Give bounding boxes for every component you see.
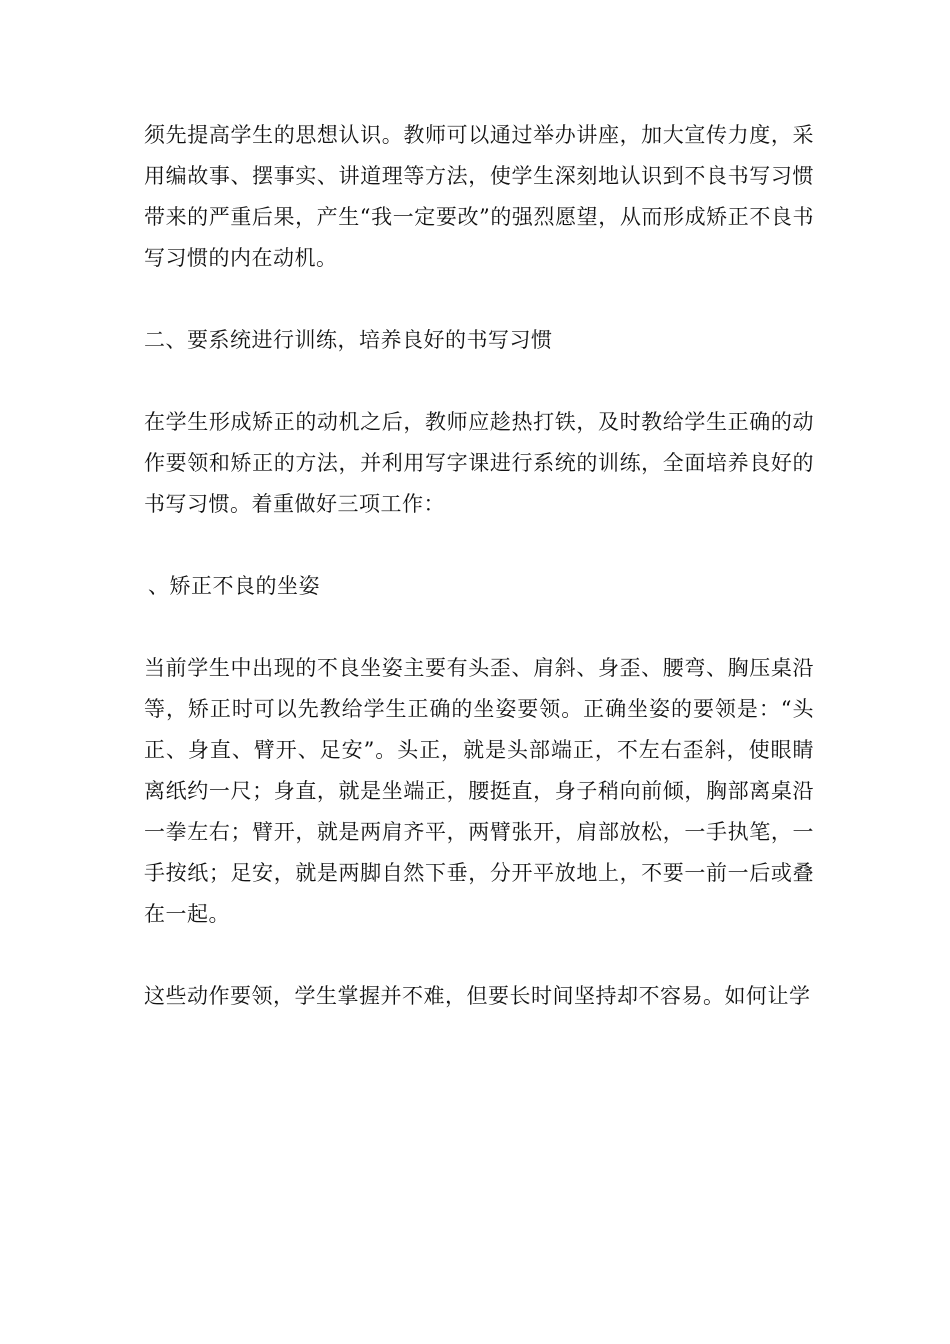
paragraph-spacer (144, 361, 814, 402)
paragraph-spacer (144, 607, 814, 648)
subheading-posture: 、矫正不良的坐姿 (148, 574, 320, 598)
section-heading-training: 二、要系统进行训练，培养良好的书写习惯 (144, 328, 553, 352)
paragraph-training-intro: 在学生形成矫正的动机之后，教师应趁热打铁，及时教给学生正确的动作要领和矫正的方法，并利用写字课进行系统的训练，全面培养良好的书写习惯。着重做好三项工作： (144, 410, 814, 516)
document-body (144, 115, 814, 1017)
paragraph-persistence: 这些动作要领，学生掌握并不难，但要长时间坚持却不容易。如何让学 (144, 984, 811, 1008)
paragraph-motivation: 须先提高学生的思想认识。教师可以通过举办讲座，加大宣传力度，采用编故事、摆事实、讲道理等方法，使学生深刻地认识到不良书写习惯带来的严重后果，产生“我一定要改”的强烈愿望，从而形成矫正不良书写习惯的内在动机。 (144, 123, 814, 270)
paragraph-spacer (144, 525, 814, 566)
paragraph-spacer (144, 935, 814, 976)
paragraph-spacer (144, 279, 814, 320)
paragraph-posture-details: 当前学生中出现的不良坐姿主要有头歪、肩斜、身歪、腰弯、胸压桌沿等，矫正时可以先教给学生正确的坐姿要领。正确坐姿的要领是：“头正、身直、臂开、足安”。头正，就是头部端正，不左右歪斜，使眼睛离纸约一尺；身直，就是坐端正，腰挺直，身子稍向前倾，胸部离桌沿一拳左右；臂开，就是两肩齐平，两臂张开，肩部放松，一手执笔，一手按纸；足安，就是两脚自然下垂，分开平放地上，不要一前一后或叠在一起。 (144, 656, 814, 926)
